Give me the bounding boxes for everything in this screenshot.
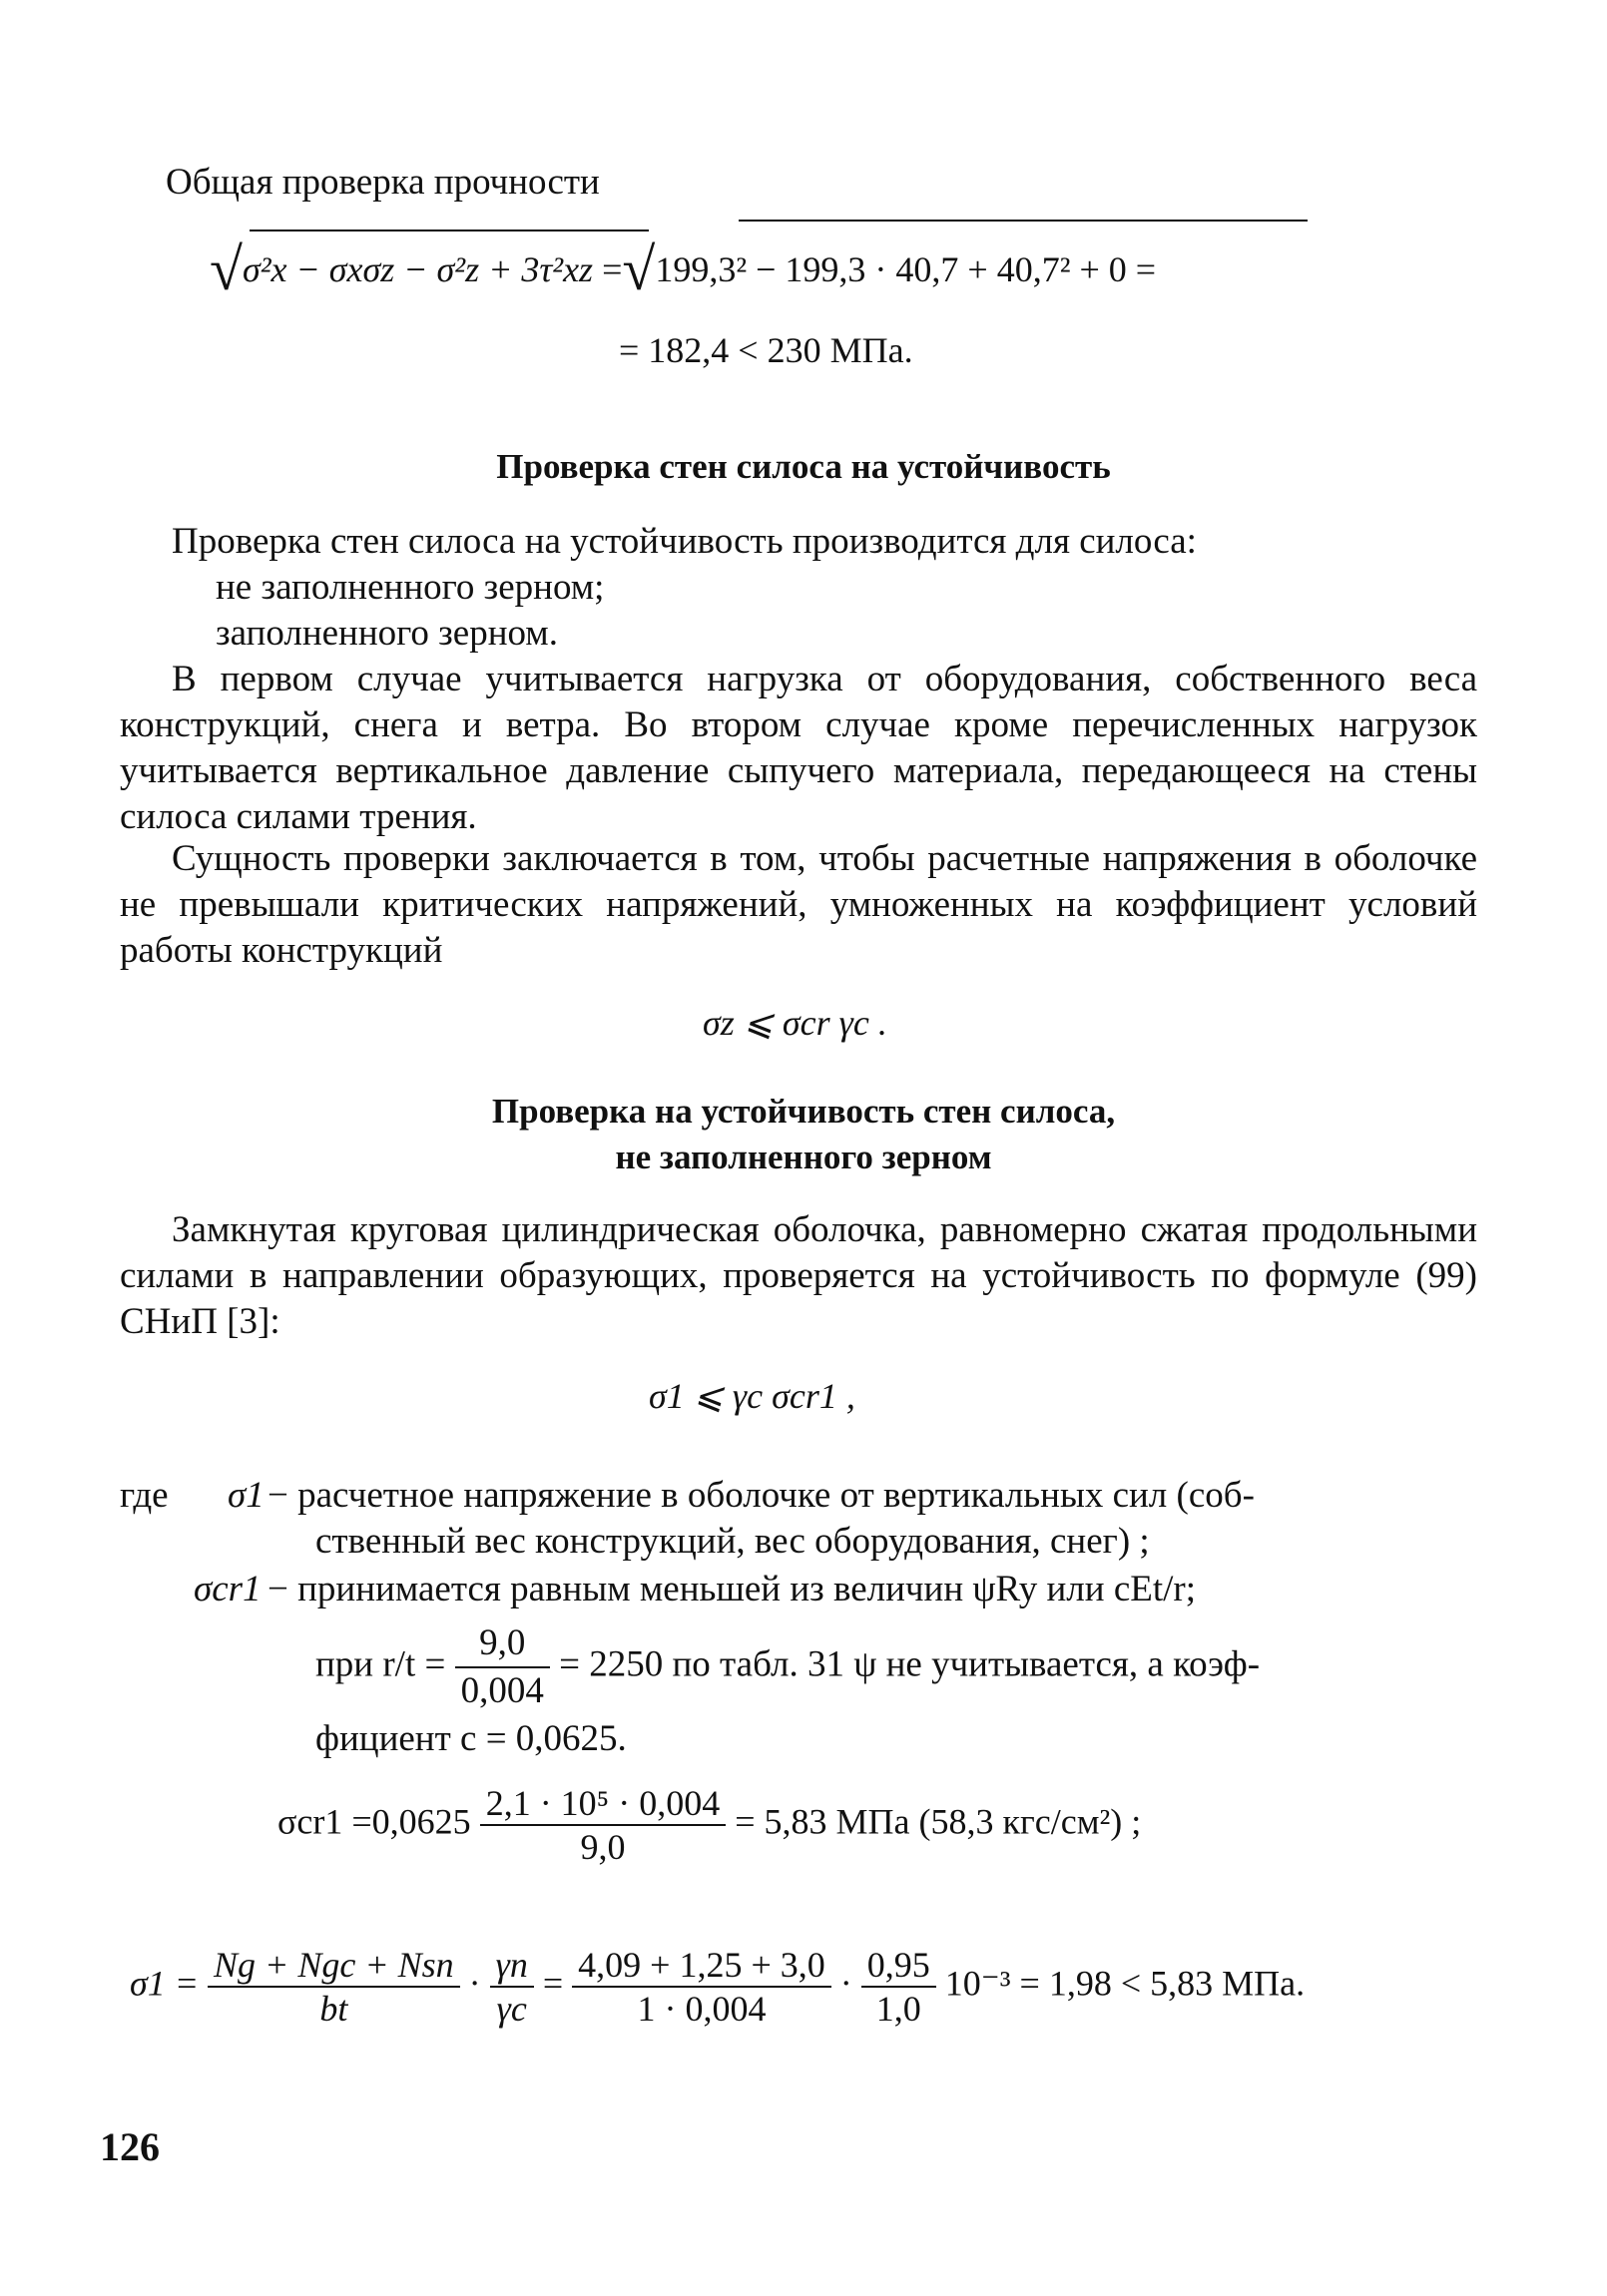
radical-sign: √ <box>210 236 243 302</box>
section-heading-2-line2: не заполненного зерном <box>615 1138 992 1176</box>
calc2-f2-numerator: γn <box>490 1944 534 1988</box>
def1-symbol: σ1 <box>228 1475 265 1516</box>
formula-2: σ1 ⩽ γc σcr1 , <box>649 1376 855 1416</box>
def2-symbol: σcr1 <box>194 1569 262 1609</box>
strength-check-label: Общая проверка прочности <box>166 162 600 203</box>
calc2 <box>130 1944 1305 2030</box>
strength-formula-line2: = 182,4 < 230 МПа. <box>619 330 913 370</box>
calc2-fraction-2 <box>490 1944 534 2030</box>
calc2-fraction-1 <box>208 1944 460 2030</box>
calc1-lhs: σcr1 =0,0625 <box>277 1801 471 1842</box>
formula-1: σz ⩽ σcr γc . <box>703 1003 887 1043</box>
equals-sign: = <box>602 249 623 289</box>
calc1 <box>277 1782 1141 1868</box>
section-heading-2-line1: Проверка на устойчивость стен силоса, <box>491 1092 1116 1131</box>
ratio-numerator: 9,0 <box>455 1620 550 1668</box>
calc2-f3-numerator: 4,09 + 1,25 + 3,0 <box>572 1944 831 1988</box>
radicand-lhs: σ²x − σxσz − σ²z + 3τ²xz <box>242 249 594 289</box>
ratio-fraction <box>455 1620 550 1714</box>
paragraph-4: Замкнутая круговая цилиндрическая оболочка, равномерно сжатая продольными силами в направлении образующих, проверяется на устойчивость по формуле (99) СНиП [3]: <box>120 1209 1477 1342</box>
paragraph-2: В первом случае учитывается нагрузка от оборудования, собственного веса конструкций, снега и ветра. Во втором случае кроме перечисленных нагрузок учитывается вертикальное давление сыпучего материала, передающееся на стены силоса силами трения. <box>120 659 1477 837</box>
calc2-fraction-4 <box>861 1944 936 2030</box>
def1-text-line1: − расчетное напряжение в оболочке от вертикальных сил (соб- <box>268 1475 1255 1516</box>
radical-bar-1 <box>250 230 649 231</box>
ratio-denominator: 0,004 <box>460 1670 544 1711</box>
equals-end: = <box>1135 249 1157 289</box>
where-label: где <box>120 1475 169 1516</box>
calc2-lhs: σ1 = <box>130 1963 200 2004</box>
def1-text-line2: ственный вес конструкций, вес оборудования, снег) ; <box>315 1521 1150 1562</box>
calc2-rhs: 10⁻³ = 1,98 < 5,83 МПа. <box>944 1963 1306 2004</box>
paragraph-3: Сущность проверки заключается в том, чтобы расчетные напряжения в оболочке не превышали критических напряжений, умноженных на коэффициент условий работы конструкций <box>120 838 1477 971</box>
list-item-2: заполненного зерном. <box>216 613 558 654</box>
calc2-dot-2: · <box>839 1963 852 2004</box>
def3-suffix: = 2250 по табл. 31 ψ не учитывается, а коэф- <box>559 1643 1261 1685</box>
calc2-f4-numerator: 0,95 <box>861 1944 936 1988</box>
def3-line1 <box>315 1620 1260 1714</box>
calc2-f1-denominator: bt <box>319 1989 348 2029</box>
calc2-f1-numerator: Ng + Ngc + Nsn <box>208 1944 460 1988</box>
calc1-fraction <box>480 1782 727 1868</box>
calc2-equals: = <box>542 1963 564 2004</box>
def3-line2: фициент c = 0,0625. <box>315 1718 627 1759</box>
calc2-f2-denominator: γc <box>496 1989 527 2029</box>
section-heading-1: Проверка стен силоса на устойчивость <box>496 447 1111 486</box>
radical-bar-2 <box>739 220 1308 222</box>
calc2-fraction-3 <box>572 1944 831 2030</box>
def3-prefix: при r/t = <box>315 1643 446 1685</box>
paragraph-1: Проверка стен силоса на устойчивость производится для силоса: <box>172 521 1197 562</box>
radicand-rhs: 199,3² − 199,3 · 40,7 + 40,7² + 0 <box>655 249 1127 289</box>
list-item-1: не заполненного зерном; <box>216 567 605 608</box>
page-number: 126 <box>100 2124 160 2169</box>
strength-formula-line1 <box>210 228 1157 302</box>
calc2-dot-1: · <box>468 1963 481 2004</box>
calc1-numerator: 2,1 · 10⁵ · 0,004 <box>480 1782 727 1826</box>
calc2-f4-denominator: 1,0 <box>875 1989 921 2029</box>
def2-text: − принимается равным меньшей из величин ψRy или cEt/r; <box>268 1569 1197 1609</box>
calc1-denominator: 9,0 <box>580 1827 626 1867</box>
radical-sign-2: √ <box>622 236 656 302</box>
calc2-f3-denominator: 1 · 0,004 <box>637 1989 767 2029</box>
calc1-rhs: = 5,83 МПа (58,3 кгс/см²) ; <box>735 1801 1142 1842</box>
